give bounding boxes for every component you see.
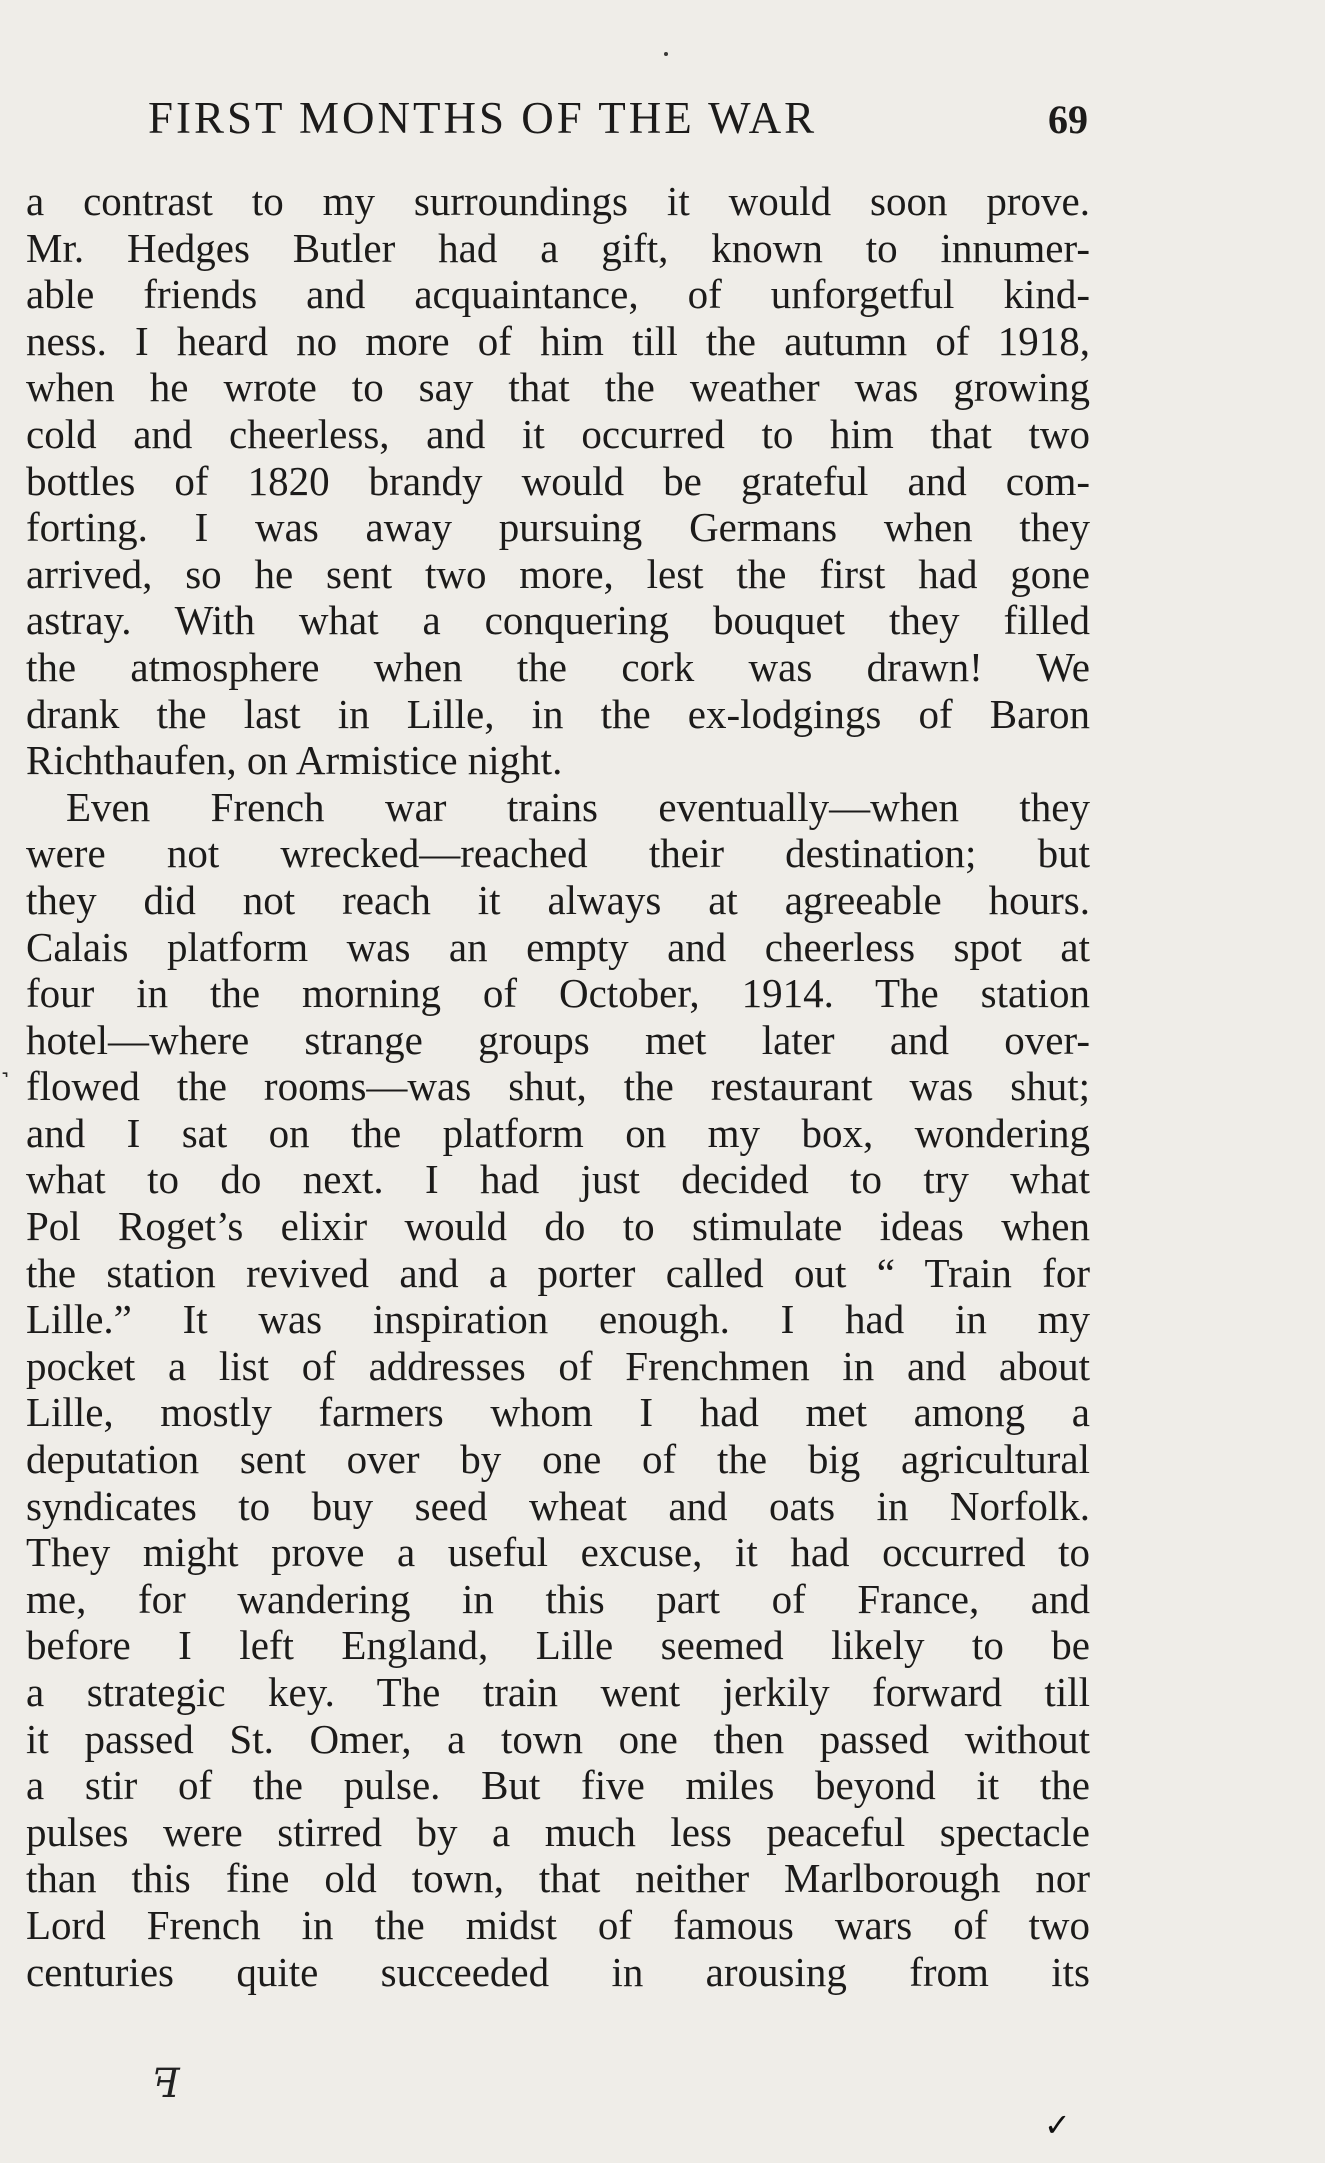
text-line: flowed the rooms—was shut, the restaurant was shut; [26, 1063, 1090, 1110]
text-line: pulses were stirred by a much less peaceful spectacle [26, 1808, 1090, 1855]
text-line: deputation sent over by one of the big agricultural [26, 1436, 1090, 1483]
text-line: bottles of 1820 brandy would be grateful and com- [26, 457, 1090, 504]
text-line: four in the morning of October, 1914. The station [26, 970, 1090, 1017]
text-line: a contrast to my surroundings it would soon prove. [26, 178, 1090, 224]
text-line: me, for wandering in this part of France, and [26, 1575, 1090, 1622]
text-line: it passed St. Omer, a town one then passed without [26, 1715, 1090, 1762]
page-speck [664, 52, 668, 56]
text-line: than this fine old town, that neither Marlborough nor [26, 1855, 1090, 1902]
text-line: arrived, so he sent two more, lest the first had gone [26, 550, 1090, 597]
text-line: a strategic key. The train went jerkily forward till [26, 1669, 1090, 1715]
text-line: were not wrecked—reached their destination; but [26, 830, 1090, 877]
text-line: Even French war trains eventually—when they [66, 783, 1090, 830]
text-line: Pol Roget’s elixir would do to stimulate ideas when [26, 1203, 1090, 1250]
text-line: Mr. Hedges Butler had a gift, known to innumer- [26, 224, 1090, 271]
text-line: a stir of the pulse. But five miles beyond it the [26, 1762, 1090, 1809]
text-line: drank the last in Lille, in the ex-lodgings of Baron [26, 690, 1090, 737]
text-line: Richthaufen, on Armistice night. [26, 737, 563, 784]
text-line: the station revived and a porter called out “ Train for [26, 1249, 1090, 1296]
body-text [26, 178, 1090, 1995]
text-line: Calais platform was an empty and cheerless spot at [26, 923, 1090, 970]
text-line: Lille, mostly farmers whom I had met among a [26, 1389, 1090, 1436]
text-line: the atmosphere when the cork was drawn! We [26, 643, 1090, 690]
text-line: cold and cheerless, and it occurred to him that two [26, 410, 1090, 457]
running-head [148, 92, 1088, 152]
text-line: before I left England, Lille seemed likely to be [26, 1622, 1090, 1669]
text-line: able friends and acquaintance, of unforgetful kind- [26, 271, 1090, 318]
text-line: hotel—where strange groups met later and over- [26, 1016, 1090, 1063]
text-line: they did not reach it always at agreeable hours. [26, 876, 1090, 923]
running-head-title: FIRST MONTHS OF THE WAR [148, 93, 818, 143]
text-line: They might prove a useful excuse, it had occurred to [26, 1529, 1090, 1576]
margin-tick: ˺ [0, 1066, 10, 1099]
page-number: 69 [1048, 97, 1088, 142]
text-line: what to do next. I had just decided to try what [26, 1156, 1090, 1203]
bottom-margin-mark: ꟻ [152, 2061, 180, 2106]
text-line: astray. With what a conquering bouquet they filled [26, 597, 1090, 644]
text-line: Lille.” It was inspiration enough. I had in my [26, 1296, 1090, 1343]
corner-margin-mark: ✓ [1044, 2107, 1071, 2143]
text-line: ness. I heard no more of him till the autumn of 1918, [26, 317, 1090, 364]
text-line: pocket a list of addresses of Frenchmen in and about [26, 1342, 1090, 1389]
text-line: forting. I was away pursuing Germans when they [26, 504, 1090, 551]
text-line: when he wrote to say that the weather was growing [26, 364, 1090, 411]
text-line: Lord French in the midst of famous wars of two [26, 1901, 1090, 1948]
text-line: and I sat on the platform on my box, wondering [26, 1109, 1090, 1156]
text-line: syndicates to buy seed wheat and oats in Norfolk. [26, 1482, 1090, 1529]
text-line: centuries quite succeeded in arousing from its [26, 1948, 1090, 1995]
